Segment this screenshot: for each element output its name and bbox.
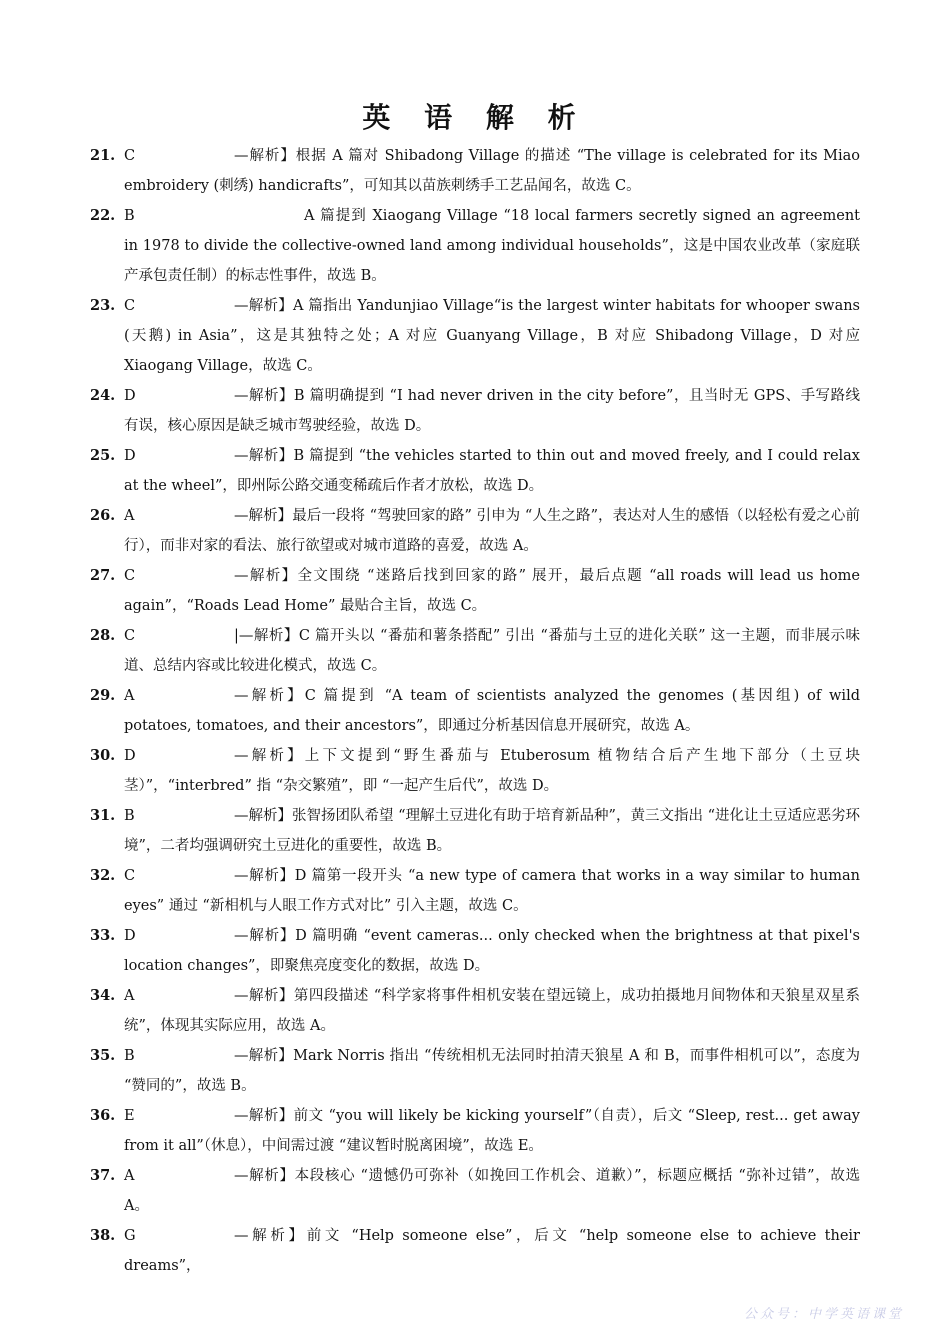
answer-letter: D xyxy=(124,748,136,764)
explanation-text: —解析】第四段描述 “科学家将事件相机安装在望远镜上，成功拍摄地月间物体和天狼星双星系统”，体现其实际应用，故选 A。 xyxy=(124,988,860,1034)
answer-letter: B xyxy=(124,808,135,824)
answer-item xyxy=(90,741,860,801)
answer-letter: B xyxy=(124,208,135,224)
answer-item xyxy=(90,381,860,441)
explanation-text: —解析】本段核心 “遗憾仍可弥补（如挽回工作机会、道歉）”，标题应概括 “弥补过错”，故选 A。 xyxy=(124,1168,860,1214)
explanation-text: —解析】Mark Norris 指出 “传统相机无法同时拍清天狼星 A 和 B，而事件相机可以”，态度为 “赞同的”，故选 B。 xyxy=(124,1048,860,1094)
explanation-text: —解析】D 篇明确 “event cameras... only checked when the brightness at that pixel's location changes”，即聚焦亮度变化的数据，故选 D。 xyxy=(124,928,860,974)
question-number: 22. xyxy=(90,207,116,224)
explanation-text: —解析】D 篇第一段开头 “a new type of camera that works in a way similar to human eyes” 通过 “新相机与人眼工作方式对比” 引入主题，故选 C。 xyxy=(124,868,860,914)
explanation-text: —解析】上下文提到“野生番茄与 Etuberosum 植物结合后产生地下部分（土豆块茎）”，“interbred” 指 “杂交繁殖”，即 “一起产生后代”，故选 D。 xyxy=(124,748,860,794)
page-title: 英 语 解 析 xyxy=(362,101,588,134)
answer-letter: A xyxy=(124,1168,135,1184)
answer-item xyxy=(90,291,860,381)
question-number: 25. xyxy=(90,447,116,464)
question-number: 27. xyxy=(90,567,116,584)
answer-letter: D xyxy=(124,388,136,404)
answer-letter: C xyxy=(124,568,136,584)
answer-letter: E xyxy=(124,1108,135,1124)
answer-letter: A xyxy=(124,688,135,704)
question-number: 37. xyxy=(90,1167,116,1184)
explanation-text: —解析】前文 “Help someone else”，后文 “help someone else to achieve their dreams”， xyxy=(124,1228,860,1274)
answer-item xyxy=(90,201,860,291)
explanation-text: A 篇提到 Xiaogang Village “18 local farmers secretly signed an agreement in 1978 to divide the collective-owned land among individual households”，这是中国农业改革（家庭联产承包责任制）的标志性事件，故选 B。 xyxy=(124,208,860,284)
answer-item xyxy=(90,561,860,621)
question-number: 32. xyxy=(90,867,116,884)
question-number: 38. xyxy=(90,1227,116,1244)
question-number: 24. xyxy=(90,387,116,404)
question-number: 28. xyxy=(90,627,116,644)
question-number: 21. xyxy=(90,147,116,164)
question-number: 34. xyxy=(90,987,116,1004)
answer-letter: C xyxy=(124,628,136,644)
answer-item xyxy=(90,1101,860,1161)
answer-item xyxy=(90,981,860,1041)
answer-item xyxy=(90,921,860,981)
question-number: 31. xyxy=(90,807,116,824)
explanation-text: —解析】前文 “you will likely be kicking yourself”（自责），后文 “Sleep, rest... get away from it all”（休息），中间需过渡 “建议暂时脱离困境”，故选 E。 xyxy=(124,1108,860,1154)
answer-item xyxy=(90,621,860,681)
explanation-text: —解析】张智扬团队希望 “理解土豆进化有助于培育新品种”，黄三文指出 “进化让土豆适应恶劣环境”，二者均强调研究土豆进化的重要性，故选 B。 xyxy=(124,808,860,854)
question-number: 33. xyxy=(90,927,116,944)
question-number: 35. xyxy=(90,1047,116,1064)
question-number: 36. xyxy=(90,1107,116,1124)
question-number: 30. xyxy=(90,747,116,764)
answer-item xyxy=(90,1041,860,1101)
answer-letter: C xyxy=(124,868,136,884)
question-number: 29. xyxy=(90,687,116,704)
answer-letter: A xyxy=(124,508,135,524)
question-number: 23. xyxy=(90,297,116,314)
explanation-text: —解析】A 篇指出 Yandunjiao Village“is the largest winter habitats for whooper swans (天鹅) in Asia”，这是其独特之处；A 对应 Guanyang Village，B 对应 Shibadong Village，D 对应 Xiaogang Village，故选 C。 xyxy=(124,298,860,374)
answer-letter: A xyxy=(124,988,135,1004)
answer-item xyxy=(90,1221,860,1281)
explanation-text: |—解析】C 篇开头以 “番茄和薯条搭配” 引出 “番茄与土豆的进化关联” 这一主题，而非展示味道、总结内容或比较进化模式，故选 C。 xyxy=(124,628,860,674)
answer-letter: D xyxy=(124,928,136,944)
answer-letter: G xyxy=(124,1228,136,1244)
answer-letter: C xyxy=(124,298,136,314)
answer-item xyxy=(90,861,860,921)
answer-item xyxy=(90,501,860,561)
explanation-text: —解析】B 篇提到 “the vehicles started to thin out and moved freely, and I could relax at the wheel”，即州际公路交通变稀疏后作者才放松，故选 D。 xyxy=(124,448,860,494)
answer-item xyxy=(90,681,860,741)
answer-item xyxy=(90,441,860,501)
question-number: 26. xyxy=(90,507,116,524)
answer-list xyxy=(90,141,860,1281)
answer-letter: D xyxy=(124,448,136,464)
answer-item xyxy=(90,141,860,201)
answer-letter: C xyxy=(124,148,136,164)
explanation-text: —解析】根据 A 篇对 Shibadong Village 的描述 “The village is celebrated for its Miao embroidery (刺绣) handicrafts”，可知其以苗族刺绣手工艺品闻名，故选 C。 xyxy=(124,148,860,194)
explanation-text: —解析】全文围绕 “迷路后找到回家的路” 展开，最后点题 “all roads will lead us home again”，“Roads Lead Home” 最贴合主旨，故选 C。 xyxy=(124,568,860,614)
answer-item xyxy=(90,801,860,861)
watermark: 公众号：中学英语课堂 xyxy=(743,1307,904,1322)
explanation-text: —解析】B 篇明确提到 “I had never driven in the city before”，且当时无 GPS、手写路线有误，核心原因是缺乏城市驾驶经验，故选 D。 xyxy=(124,388,860,434)
answer-letter: B xyxy=(124,1048,135,1064)
explanation-text: —解析】最后一段将 “驾驶回家的路” 引申为 “人生之路”，表达对人生的感悟（以轻松有爱之心前行），而非对家的看法、旅行欲望或对城市道路的喜爱，故选 A。 xyxy=(124,508,860,554)
answer-item xyxy=(90,1161,860,1221)
explanation-text: —解析】C 篇提到 “A team of scientists analyzed the genomes (基因组) of wild potatoes, tomatoes, and their ancestors”，即通过分析基因信息开展研究，故选 A。 xyxy=(124,688,860,734)
